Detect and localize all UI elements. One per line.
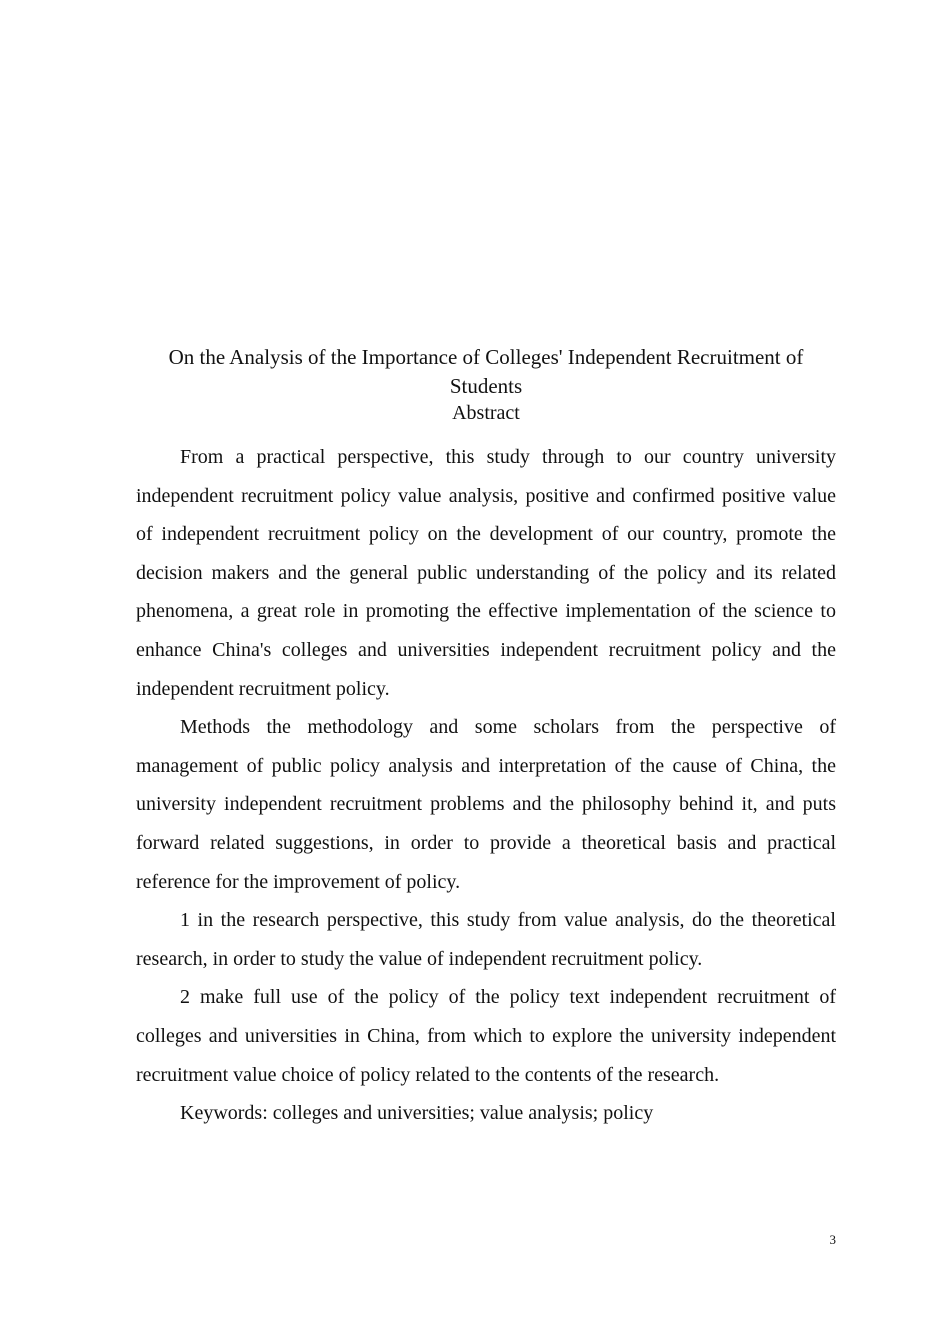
abstract-paragraph-2: Methods the methodology and some scholars from the perspective of management of public policy analysis and interpretation of the cause of China, the university independent recruitment problems and the philosophy behind it, and puts forward related suggestions, in order to provide a theoretical basis and practical reference for the improvement of policy. (136, 716, 836, 893)
abstract-section (136, 343, 836, 1133)
abstract-body (136, 438, 836, 1133)
abstract-paragraph-4: 2 make full use of the policy of the policy text independent recruitment of colleges and universities in China, from which to explore the university independent recruitment value choice of policy related to the contents of the research. (136, 986, 836, 1086)
keywords-line: Keywords: colleges and universities; value analysis; policy (180, 1102, 654, 1125)
abstract-paragraph-1: From a practical perspective, this study through to our country university independent recruitment policy value analysis, positive and confirmed positive value of independent recruitment policy on the development of our country, promote the decision makers and the general public understanding of the policy and its related phenomena, a great role in promoting the effective implementation of the science to enhance China's colleges and universities independent recruitment policy and the independent recruitment policy. (136, 446, 836, 700)
abstract-paragraph-3: 1 in the research perspective, this study from value analysis, do the theoretical research, in order to study the value of independent recruitment policy. (136, 909, 836, 970)
paper-title: On the Analysis of the Importance of Colleges' Independent Recruitment of Students (168, 345, 804, 398)
abstract-heading: Abstract (452, 402, 520, 424)
page-number: 3 (829, 1232, 836, 1247)
